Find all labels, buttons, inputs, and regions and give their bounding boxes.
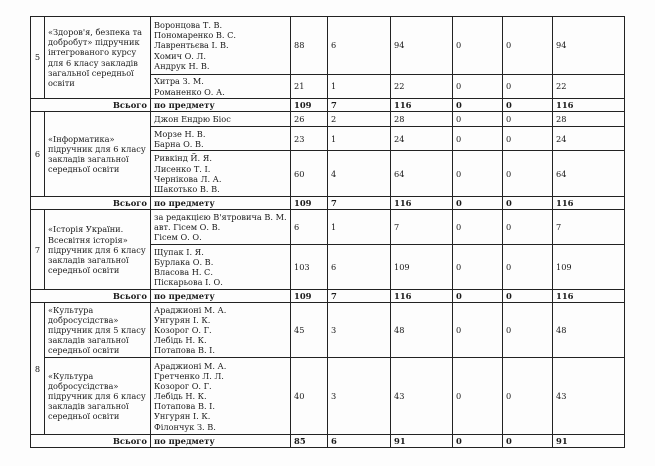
author-name: Унгурян І. К.	[154, 315, 211, 326]
value-cell: 0	[453, 358, 503, 435]
total-value: 116	[553, 99, 625, 112]
author-name: авт. Гісем О. В.	[154, 222, 221, 233]
value-cell: 23	[291, 127, 328, 151]
authors-cell	[151, 127, 291, 151]
total-label-right: по предмету	[151, 290, 291, 303]
author-name: Козорог О. Г.	[154, 325, 212, 336]
total-label-left: Всього	[31, 435, 151, 448]
total-label-right: по предмету	[151, 197, 291, 210]
row-number: 7	[31, 210, 45, 290]
value-cell: 0	[453, 245, 503, 290]
value-cell: 2	[328, 112, 391, 127]
author-name: Араджионі М. А.	[154, 305, 227, 316]
total-value: 116	[391, 197, 453, 210]
value-cell: 22	[553, 75, 625, 99]
value-cell: 94	[553, 17, 625, 75]
total-value: 85	[291, 435, 328, 448]
value-cell: 7	[391, 210, 453, 245]
table-row	[31, 17, 625, 75]
author-name: Араджионі М. А.	[154, 360, 227, 371]
total-row	[31, 99, 625, 112]
total-value: 116	[553, 197, 625, 210]
authors-cell	[151, 245, 291, 290]
value-cell: 1	[328, 210, 391, 245]
table-row	[31, 210, 625, 245]
textbook-title: «Інформатика» підручник для 6 класу закладів загальної середньої освіти	[45, 112, 151, 197]
author-name: Романенко О. А.	[154, 86, 225, 97]
value-cell: 109	[553, 245, 625, 290]
value-cell: 45	[291, 303, 328, 358]
value-cell: 0	[503, 151, 553, 197]
value-cell: 26	[291, 112, 328, 127]
value-cell: 43	[553, 358, 625, 435]
total-value: 0	[503, 197, 553, 210]
value-cell: 22	[391, 75, 453, 99]
value-cell: 28	[391, 112, 453, 127]
table-row	[31, 303, 625, 358]
author-name: Власова Н. С.	[154, 267, 213, 278]
author-name: Гретченко Л. Л.	[154, 371, 224, 382]
value-cell: 6	[328, 245, 391, 290]
value-cell: 0	[503, 245, 553, 290]
value-cell: 7	[553, 210, 625, 245]
value-cell: 43	[391, 358, 453, 435]
total-value: 0	[503, 435, 553, 448]
author-name: Чернікова Л. А.	[154, 173, 222, 184]
total-value: 7	[328, 99, 391, 112]
author-name: Хомич О. Л.	[154, 50, 206, 61]
authors-cell	[151, 358, 291, 435]
total-value: 0	[503, 290, 553, 303]
authors-cell	[151, 210, 291, 245]
author-name: Шакотько В. В.	[154, 183, 220, 194]
total-value: 0	[453, 99, 503, 112]
total-value: 109	[291, 290, 328, 303]
value-cell: 0	[453, 303, 503, 358]
total-value: 0	[453, 435, 503, 448]
author-name: Лебідь Н. К.	[154, 335, 207, 346]
value-cell: 24	[553, 127, 625, 151]
total-label-right: по предмету	[151, 99, 291, 112]
value-cell: 0	[453, 75, 503, 99]
author-name: Піскарьова І. О.	[154, 277, 223, 288]
value-cell: 109	[391, 245, 453, 290]
value-cell: 0	[503, 210, 553, 245]
value-cell: 0	[503, 127, 553, 151]
total-value: 0	[503, 99, 553, 112]
total-label-left: Всього	[31, 99, 151, 112]
author-name: Пономаренко В. С.	[154, 30, 236, 41]
total-value: 116	[553, 290, 625, 303]
value-cell: 0	[453, 210, 503, 245]
author-name: за редакцією В'ятровича В. М.	[154, 212, 287, 223]
value-cell: 0	[503, 358, 553, 435]
total-row	[31, 197, 625, 210]
row-number: 5	[31, 17, 45, 99]
value-cell: 28	[553, 112, 625, 127]
author-name: Воронцова Т. В.	[154, 20, 223, 31]
author-name: Джон Ендрю Біос	[154, 114, 231, 125]
value-cell: 24	[391, 127, 453, 151]
total-label-left: Всього	[31, 197, 151, 210]
value-cell: 1	[328, 127, 391, 151]
total-value: 109	[291, 99, 328, 112]
author-name: Бурлака О. В.	[154, 257, 214, 268]
value-cell: 3	[328, 358, 391, 435]
value-cell: 0	[503, 303, 553, 358]
total-row	[31, 290, 625, 303]
value-cell: 0	[453, 127, 503, 151]
authors-cell	[151, 17, 291, 75]
value-cell: 0	[453, 17, 503, 75]
value-cell: 1	[328, 75, 391, 99]
value-cell: 40	[291, 358, 328, 435]
authors-cell	[151, 303, 291, 358]
value-cell: 0	[503, 75, 553, 99]
value-cell: 88	[291, 17, 328, 75]
total-label-right: по предмету	[151, 435, 291, 448]
author-name: Потапова В. І.	[154, 401, 216, 412]
author-name: Унгурян І. К.	[154, 411, 211, 422]
total-value: 91	[391, 435, 453, 448]
total-value: 109	[291, 197, 328, 210]
author-name: Гісем О. О.	[154, 232, 202, 243]
author-name: Філончук З. В.	[154, 421, 216, 432]
value-cell: 0	[453, 112, 503, 127]
total-value: 116	[391, 290, 453, 303]
total-row	[31, 435, 625, 448]
author-name: Хитра З. М.	[154, 76, 204, 87]
value-cell: 48	[391, 303, 453, 358]
total-value: 116	[391, 99, 453, 112]
total-label-left: Всього	[31, 290, 151, 303]
value-cell: 103	[291, 245, 328, 290]
value-cell: 64	[391, 151, 453, 197]
total-value: 0	[453, 197, 503, 210]
author-name: Лебідь Н. К.	[154, 391, 207, 402]
value-cell: 21	[291, 75, 328, 99]
total-value: 0	[453, 290, 503, 303]
textbook-orders-table	[30, 16, 625, 448]
author-name: Лаврентьєва І. В.	[154, 40, 229, 51]
total-value: 6	[328, 435, 391, 448]
author-name: Лисенко Т. І.	[154, 163, 211, 174]
value-cell: 94	[391, 17, 453, 75]
value-cell: 6	[328, 17, 391, 75]
author-name: Морзе Н. В.	[154, 128, 206, 139]
authors-cell	[151, 75, 291, 99]
author-name: Ривкінд Й. Я.	[154, 153, 212, 164]
authors-cell	[151, 151, 291, 197]
value-cell: 3	[328, 303, 391, 358]
value-cell: 60	[291, 151, 328, 197]
author-name: Козорог О. Г.	[154, 381, 212, 392]
textbook-title: «Здоров'я, безпека та добробут» підручник інтегрованого курсу для 6 класу закладів загальної середньої освіти	[45, 17, 151, 99]
value-cell: 0	[503, 17, 553, 75]
table-row	[31, 112, 625, 127]
total-value: 7	[328, 290, 391, 303]
textbook-title: «Історія України. Всесвітня історія» підручник для 6 класу закладів загальної середньої освіти	[45, 210, 151, 290]
author-name: Потапова В. І.	[154, 345, 216, 356]
row-number: 6	[31, 112, 45, 197]
value-cell: 6	[291, 210, 328, 245]
authors-cell	[151, 112, 291, 127]
value-cell: 0	[503, 112, 553, 127]
textbook-title: «Культура добросусідства» підручник для 6 класу закладів загальної середньої освіти	[45, 358, 151, 435]
total-value: 7	[328, 197, 391, 210]
value-cell: 4	[328, 151, 391, 197]
author-name: Щупак І. Я.	[154, 247, 204, 257]
row-number: 8	[31, 303, 45, 435]
author-name: Андрук Н. В.	[154, 60, 210, 71]
value-cell: 48	[553, 303, 625, 358]
total-value: 91	[553, 435, 625, 448]
table-row	[31, 358, 625, 435]
value-cell: 64	[553, 151, 625, 197]
textbook-title: «Культура добросусідства» підручник для 5 класу закладів загальної середньої освіти	[45, 303, 151, 358]
author-name: Барна О. В.	[154, 138, 204, 149]
value-cell: 0	[453, 151, 503, 197]
